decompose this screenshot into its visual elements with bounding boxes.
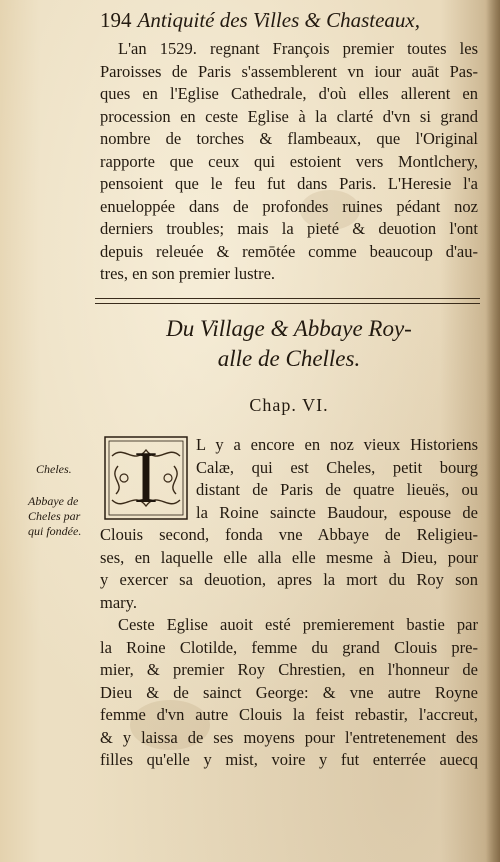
- running-head: [100, 8, 500, 42]
- page-number: 194: [100, 8, 132, 32]
- text-line: tres, en son premier lustre.: [100, 264, 276, 283]
- text-line: procession en ceste Eglise à la clarté d'vn si grand: [100, 106, 478, 126]
- margin-note-chelles: Cheles.: [36, 462, 72, 476]
- section-title: [100, 314, 478, 374]
- text-line: Dieu & de sainct George: & vne autre Royne: [100, 682, 478, 702]
- text-line: nombre de torches & flambeaux, que l'Original: [100, 129, 478, 148]
- chapter-paragraph-2: [100, 614, 478, 772]
- chapter-heading: Chap. VI.: [249, 395, 329, 415]
- margin-note-founder: [28, 494, 81, 539]
- margin-note-line: qui fondée.: [28, 524, 82, 538]
- margin-note-line: Cheles par: [28, 509, 81, 523]
- text-line: ques en l'Eglise Cathedrale, d'où elles allerent en: [100, 84, 478, 103]
- text-line: L'an 1529. regnant François premier toutes les: [118, 39, 478, 58]
- text-line: Paroisses de Paris s'assemblerent vn iour auāt Pas-: [100, 61, 478, 81]
- text-line: ses, en laquelle elle alla elle mesme à Dieu, pour: [100, 547, 478, 567]
- text-line: derniers troubles; mais la pieté & deuotion l'ont: [100, 219, 478, 238]
- text-line: la Roine Clotilde, femme du grand Clouis pre-: [100, 637, 478, 657]
- text-line: y exercer sa deuotion, apres la mort du Roy son: [100, 570, 478, 589]
- text-line: mier, & premier Roy Chrestien, en l'honneur de: [100, 660, 478, 679]
- text-line: femme d'vn autre Clouis la feist rebastir, l'accreut,: [100, 705, 478, 724]
- margin-note-line: Abbaye de: [28, 494, 79, 508]
- top-paragraph: [100, 38, 478, 286]
- section-title-line: Du Village & Abbaye Roy-: [166, 316, 412, 341]
- running-title: Antiquité des Villes & Chasteaux,: [137, 8, 420, 32]
- text-line: rapporte que ceux qui estoient vers Montlchery,: [100, 151, 478, 171]
- text-line: depuis releuée & remōtée comme beaucoup d'au-: [100, 241, 478, 261]
- text-line: mary.: [100, 592, 137, 612]
- chapter-paragraph-1-beside-cap: [196, 434, 478, 524]
- text-line: Calæ, qui est Cheles, petit bourg: [196, 457, 478, 477]
- text-line: enueloppée dans de profondes ruines pédant noz: [100, 196, 478, 216]
- text-line: Ceste Eglise auoit esté premierement bastie par: [118, 615, 478, 634]
- ornamental-drop-cap: [104, 436, 188, 520]
- section-divider-rule: [95, 298, 480, 304]
- text-line: filles qu'elle y mist, voire y fut enterrée auecq: [100, 750, 478, 769]
- text-line: pensoient que le feu fut dans Paris. L'Heresie l'a: [100, 174, 478, 193]
- text-line: Clouis second, fonda vne Abbaye de Religieu-: [100, 525, 478, 544]
- drop-cap-letter: I: [133, 437, 159, 519]
- text-line: L y a encore en noz vieux Historiens: [196, 435, 478, 454]
- section-title-line: alle de Chelles.: [217, 346, 361, 371]
- page-gutter-shadow: [486, 0, 500, 862]
- chapter-paragraph-1: [100, 524, 478, 614]
- text-line: la Roine saincte Baudour, espouse de: [196, 502, 478, 522]
- text-line: distant de Paris de quatre lieuës, ou: [196, 480, 478, 499]
- text-line: & y laissa de ses moyens pour l'entretenement des: [100, 727, 478, 747]
